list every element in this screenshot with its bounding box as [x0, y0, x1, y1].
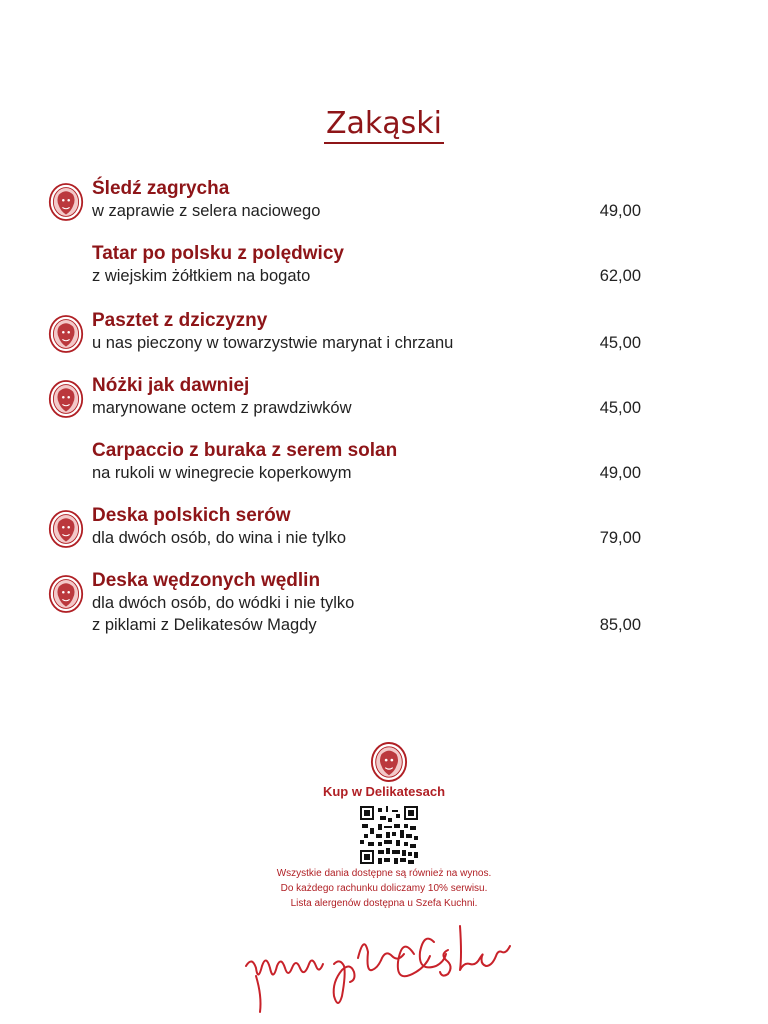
menu-item-price: 79,00 [599, 529, 641, 547]
menu-item-description: z wiejskim żółtkiem na bogato [92, 267, 311, 285]
menu-item-name: Tatar po polsku z polędwicy [92, 243, 344, 264]
menu-section-title-text: Zakąski [324, 106, 444, 144]
menu-item-description: dla dwóch osób, do wódki i nie tylko [92, 594, 355, 612]
menu-item [92, 505, 652, 549]
restaurant-logo-icon [48, 314, 84, 354]
service-note: Lista alergenów dostępna u Szefa Kuchni. [290, 898, 478, 909]
menu-section-title [0, 106, 768, 141]
menu-item-description: z piklami z Delikatesów Magdy [92, 616, 317, 634]
menu-item-price: 45,00 [599, 399, 641, 417]
service-note: Do każdego rachunku doliczamy 10% serwisu. [280, 883, 488, 894]
menu-item-price: 49,00 [599, 464, 641, 482]
shop-link-label[interactable]: Kup w Delikatesach [322, 784, 446, 799]
menu-item-price: 45,00 [599, 334, 641, 352]
qr-code-icon[interactable] [360, 806, 418, 864]
menu-item [92, 243, 652, 287]
menu-item-description: marynowane octem z prawdziwków [92, 399, 352, 417]
menu-item [92, 310, 652, 354]
restaurant-logo-icon [48, 379, 84, 419]
restaurant-logo-icon [48, 182, 84, 222]
service-notes [0, 866, 768, 911]
menu-item-price: 49,00 [599, 202, 641, 220]
menu-item [92, 178, 652, 222]
menu-item [92, 375, 652, 419]
shop-logo-icon [370, 741, 408, 783]
menu-item-price: 85,00 [599, 616, 641, 634]
menu-item-description: w zaprawie z selera naciowego [92, 202, 321, 220]
menu-item-name: Deska polskich serów [92, 505, 291, 526]
menu-item-name: Śledź zagrycha [92, 178, 230, 199]
menu-item-description: u nas pieczony w towarzystwie marynat i chrzanu [92, 334, 454, 352]
menu-item [92, 570, 652, 636]
menu-item [92, 440, 652, 484]
menu-item-price: 62,00 [599, 267, 641, 285]
menu-item-description: dla dwóch osób, do wina i nie tylko [92, 529, 347, 547]
chef-signature [238, 914, 558, 1018]
menu-item-name: Nóżki jak dawniej [92, 375, 250, 396]
menu-item-description: na rukoli w winegrecie koperkowym [92, 464, 352, 482]
menu-item-name: Pasztet z dziczyzny [92, 310, 268, 331]
menu-item-name: Carpaccio z buraka z serem solan [92, 440, 398, 461]
menu-item-name: Deska wędzonych wędlin [92, 570, 321, 591]
service-note: Wszystkie dania dostępne są również na wynos. [276, 868, 492, 879]
restaurant-logo-icon [48, 574, 84, 614]
restaurant-logo-icon [48, 509, 84, 549]
